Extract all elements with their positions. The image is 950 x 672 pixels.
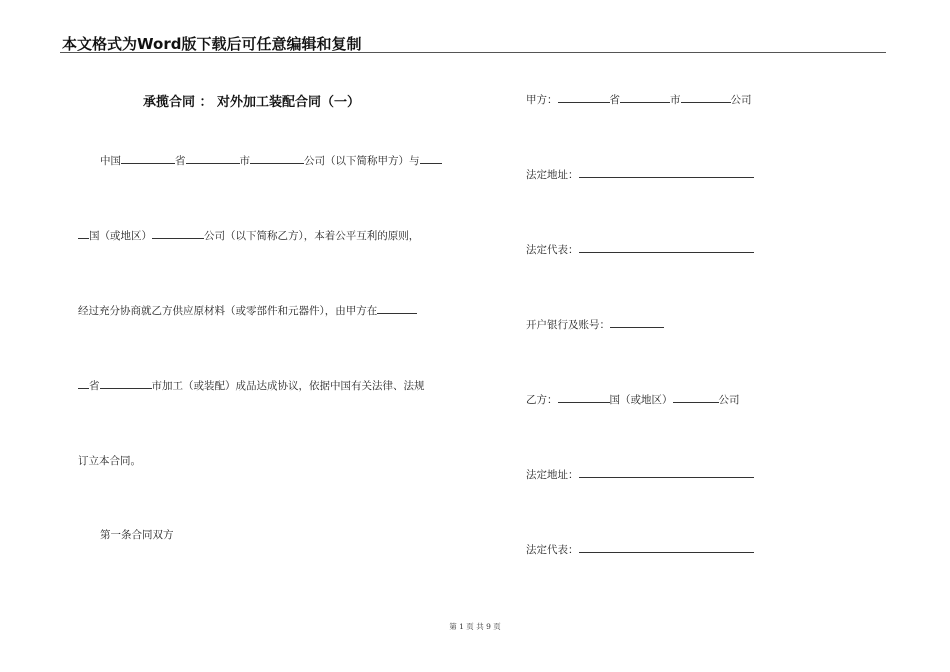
fill-blank[interactable] xyxy=(681,92,731,103)
paragraph-line-2 xyxy=(78,228,419,243)
fill-blank[interactable] xyxy=(579,242,754,253)
text-segment: 中国 xyxy=(100,155,121,167)
fill-blank[interactable] xyxy=(78,378,89,389)
field-label: 法定代表： xyxy=(526,244,579,256)
field-label: 法定地址： xyxy=(526,169,579,181)
field-label: 法定代表： xyxy=(526,544,579,556)
text-segment: 甲方： xyxy=(526,94,558,106)
party-a-line xyxy=(526,92,752,107)
article-heading: 第一条合同双方 xyxy=(100,529,174,541)
fill-blank[interactable] xyxy=(377,303,417,314)
text-segment: 省 xyxy=(609,94,620,106)
fill-blank[interactable] xyxy=(100,378,152,389)
page-number: 第 1 页 共 9 页 xyxy=(449,622,501,631)
paragraph-line-1 xyxy=(100,153,442,168)
text-segment: 市加工（或装配）成品达成协议，依据中国有关法律、法规 xyxy=(151,380,425,392)
document-header-title: 本文格式为Word版下载后可任意编辑和复制 xyxy=(62,35,362,53)
paragraph-line-5: 订立本合同。 xyxy=(78,455,141,467)
text-segment: 经过充分协商就乙方供应原材料（或零部件和元器件），由甲方在 xyxy=(78,305,378,317)
text-segment: 国（或地区） xyxy=(89,230,152,242)
text-segment: 公司 xyxy=(730,94,752,106)
party-b-address-line xyxy=(526,467,754,482)
fill-blank[interactable] xyxy=(579,467,754,478)
text-segment: 市 xyxy=(670,94,681,106)
fill-blank[interactable] xyxy=(558,392,610,403)
paragraph-line-4 xyxy=(78,378,425,393)
text-segment: 乙方： xyxy=(526,394,558,406)
party-b-line xyxy=(526,392,740,407)
fill-blank[interactable] xyxy=(250,153,304,164)
text-segment: 市 xyxy=(239,155,250,167)
party-a-representative-line xyxy=(526,242,754,257)
fill-blank[interactable] xyxy=(673,392,719,403)
fill-blank[interactable] xyxy=(579,542,754,553)
text-segment: 公司 xyxy=(718,394,740,406)
text-segment: 省 xyxy=(89,380,100,392)
header-divider xyxy=(60,52,886,53)
fill-blank[interactable] xyxy=(579,167,754,178)
fill-blank[interactable] xyxy=(558,92,610,103)
fill-blank[interactable] xyxy=(152,228,204,239)
fill-blank[interactable] xyxy=(610,317,664,328)
text-segment: 公司（以下简称乙方），本着公平互利的原则， xyxy=(204,230,420,242)
text-segment: 省 xyxy=(175,155,186,167)
bank-account-line xyxy=(526,317,664,332)
field-label: 法定地址： xyxy=(526,469,579,481)
text-segment: 公司（以下简称甲方）与 xyxy=(304,155,420,167)
field-label: 开户银行及账号： xyxy=(526,319,610,331)
fill-blank[interactable] xyxy=(78,228,89,239)
fill-blank[interactable] xyxy=(420,153,442,164)
fill-blank[interactable] xyxy=(186,153,240,164)
fill-blank[interactable] xyxy=(620,92,670,103)
party-b-representative-line xyxy=(526,542,754,557)
fill-blank[interactable] xyxy=(121,153,175,164)
party-a-address-line xyxy=(526,167,754,182)
contract-title: 承揽合同 ： 对外加工装配合同（一） xyxy=(143,95,361,110)
paragraph-line-3 xyxy=(78,303,417,318)
text-segment: 国（或地区） xyxy=(609,394,673,406)
